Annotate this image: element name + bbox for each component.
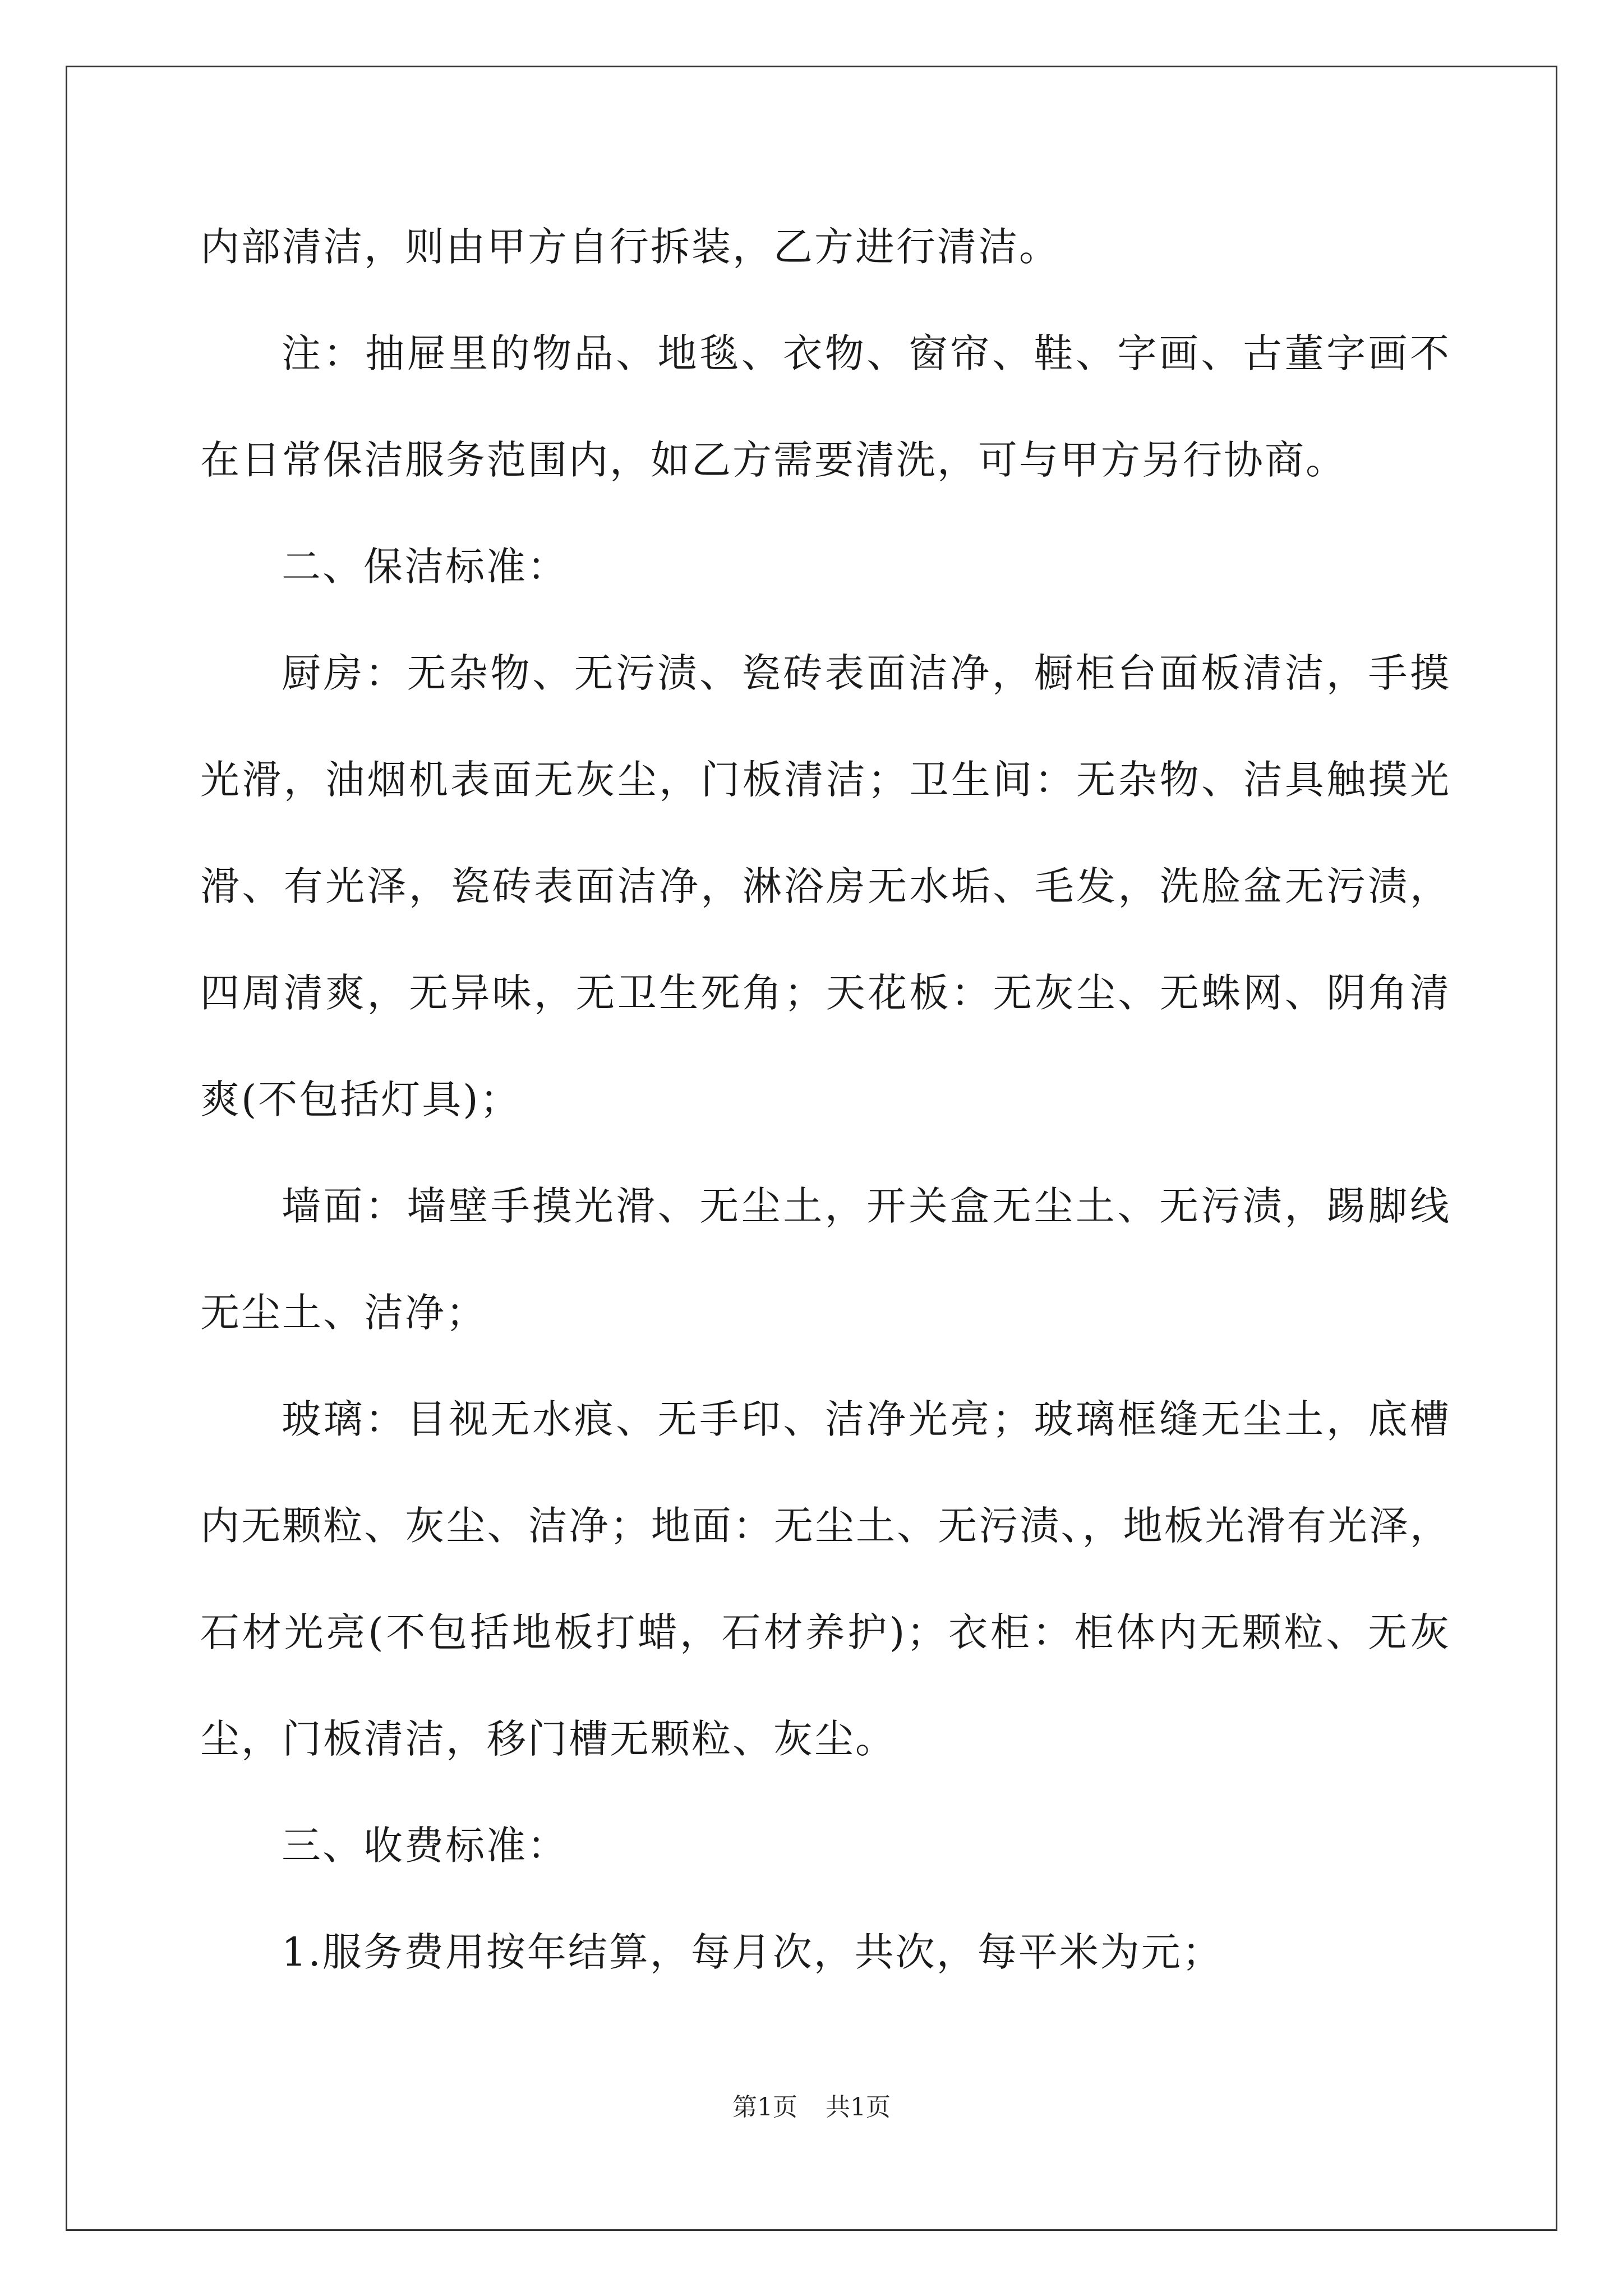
paragraph-1: 内部清洁，则由甲方自行拆装，乙方进行清洁。 bbox=[200, 224, 1060, 270]
paragraph-2: 注：抽屉里的物品、地毯、衣物、窗帘、鞋、字画、古董字画不在日常保洁服务范围内，如乙方需要清洗，可与甲方另行协商。 bbox=[200, 330, 1451, 483]
paragraph-6: 玻璃：目视无水痕、无手印、洁净光亮；玻璃框缝无尘土，底槽内无颗粒、灰尘、洁净；地面：无尘土、无污渍、，地板光滑有光泽，石材光亮(不包括地板打蜡，石材养护)；衣柜：柜体内无颗粒、无灰尘，门板清洁，移门槽无颗粒、灰尘。 bbox=[200, 1396, 1451, 1762]
page-number: 第1页 bbox=[732, 2093, 797, 2122]
paragraph-5: 墙面：墙壁手摸光滑、无尘土，开关盒无尘土、无污渍，踢脚线无尘土、洁净； bbox=[200, 1183, 1451, 1336]
section-heading-2: 二、保洁标准： bbox=[282, 544, 568, 590]
document-body bbox=[200, 194, 1451, 2005]
paragraph-4: 厨房：无杂物、无污渍、瓷砖表面洁净，橱柜台面板清洁，手摸光滑，油烟机表面无灰尘，门板清洁；卫生间：无杂物、洁具触摸光滑、有光泽，瓷砖表面洁净，淋浴房无水垢、毛发，洗脸盆无污渍，四周清爽，无异味，无卫生死角；天花板：无灰尘、无蛛网、阴角清爽(不包括灯具)； bbox=[200, 650, 1451, 1122]
page-footer bbox=[0, 2087, 1623, 2123]
section-heading-3: 三、收费标准： bbox=[282, 1823, 568, 1869]
paragraph-8: 1.服务费用按年结算，每月次，共次，每平米为元； bbox=[282, 1929, 1223, 1975]
page-total: 共1页 bbox=[826, 2093, 891, 2122]
